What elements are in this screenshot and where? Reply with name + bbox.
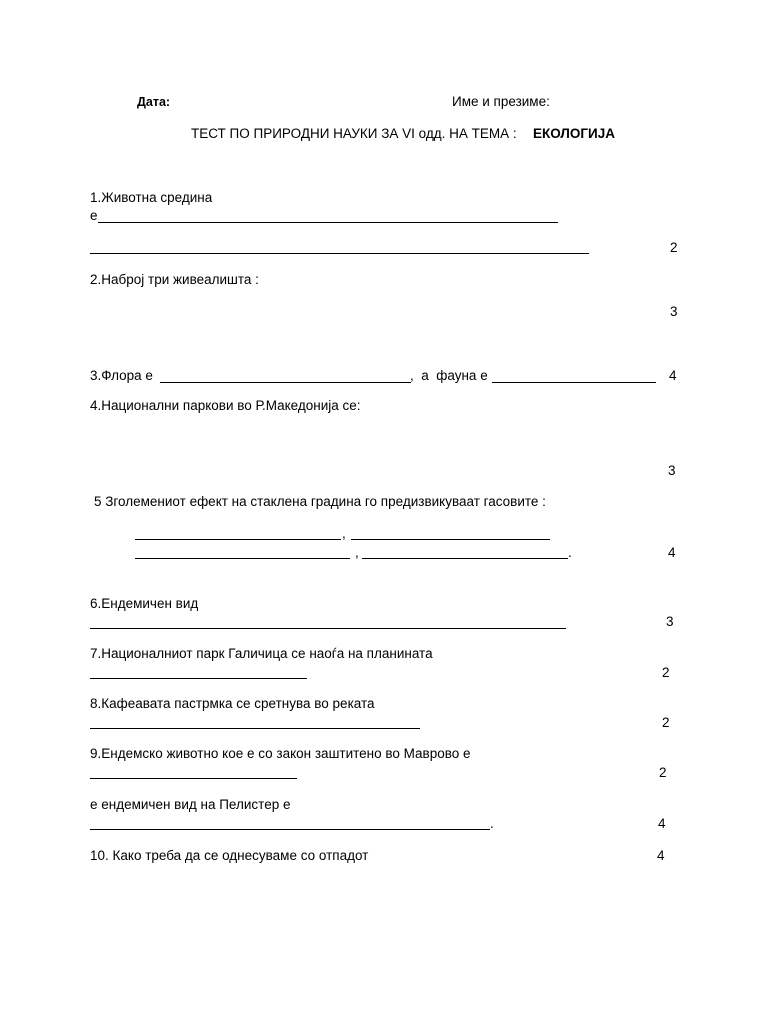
question-10-text: 10. Како треба да се однесуваме со отпадот — [90, 848, 369, 863]
question-3-text-a: 3.Флора е — [90, 368, 153, 383]
answer-line-1b[interactable] — [90, 253, 589, 254]
name-label: Име и презиме: — [452, 94, 550, 109]
question-1-points: 2 — [670, 240, 678, 255]
question-6-text: 6.Ендемичен вид — [90, 596, 199, 611]
date-label: Дата: — [137, 95, 171, 109]
question-4-text: 4.Национални паркови во Р.Македонија се: — [90, 398, 361, 413]
answer-line-6[interactable] — [90, 628, 566, 629]
question-5-end: . — [568, 545, 572, 560]
question-9b-text: е ендемичен вид на Пелистер е — [90, 797, 291, 812]
answer-line-9b[interactable] — [90, 829, 490, 830]
question-3-text-b: , а фауна е — [410, 368, 488, 383]
question-10-points: 4 — [657, 848, 665, 863]
answer-line-1a[interactable] — [98, 222, 558, 223]
answer-line-7[interactable] — [90, 678, 307, 679]
title-prefix: ТЕСТ ПО ПРИРОДНИ НАУКИ ЗА VI одд. НА ТЕМА : — [191, 126, 517, 141]
question-2-text: 2.Наброј три живеалишта : — [90, 272, 259, 287]
answer-line-9[interactable] — [90, 778, 297, 779]
answer-line-gas-3[interactable] — [135, 558, 350, 559]
question-7-points: 2 — [662, 665, 670, 680]
question-5-sep-1: , — [342, 526, 346, 541]
answer-line-fauna[interactable] — [492, 382, 656, 383]
answer-line-flora[interactable] — [160, 382, 411, 383]
answer-line-gas-1[interactable] — [135, 539, 341, 540]
question-7-text: 7.Националниот парк Галичица се наоѓа на планината — [90, 646, 433, 661]
question-9b-points: 4 — [658, 816, 666, 831]
answer-line-gas-4[interactable] — [362, 558, 568, 559]
question-5-points: 4 — [668, 545, 676, 560]
answer-line-8[interactable] — [90, 728, 420, 729]
question-5-text: 5 Зголемениот ефект на стаклена градина го предизвикуваат гасовите : — [94, 494, 546, 509]
question-4-points: 3 — [668, 463, 676, 478]
question-2-points: 3 — [670, 304, 678, 319]
question-9-points: 2 — [659, 765, 667, 780]
question-6-points: 3 — [666, 614, 674, 629]
question-8-text: 8.Кафеавата пастрмка се сретнува во реката — [90, 696, 375, 711]
title-topic: ЕКОЛОГИЈА — [533, 126, 615, 141]
question-1-line-prefix: е — [90, 208, 98, 223]
question-5-sep-2: , — [355, 545, 359, 560]
question-9b-end: . — [490, 816, 494, 831]
question-3-points: 4 — [669, 368, 677, 383]
answer-line-gas-2[interactable] — [351, 539, 550, 540]
question-9-text: 9.Ендемско животно кое е со закон заштитено во Маврово е — [90, 746, 471, 761]
question-8-points: 2 — [662, 715, 670, 730]
question-1-text: 1.Животна средина — [90, 190, 213, 205]
